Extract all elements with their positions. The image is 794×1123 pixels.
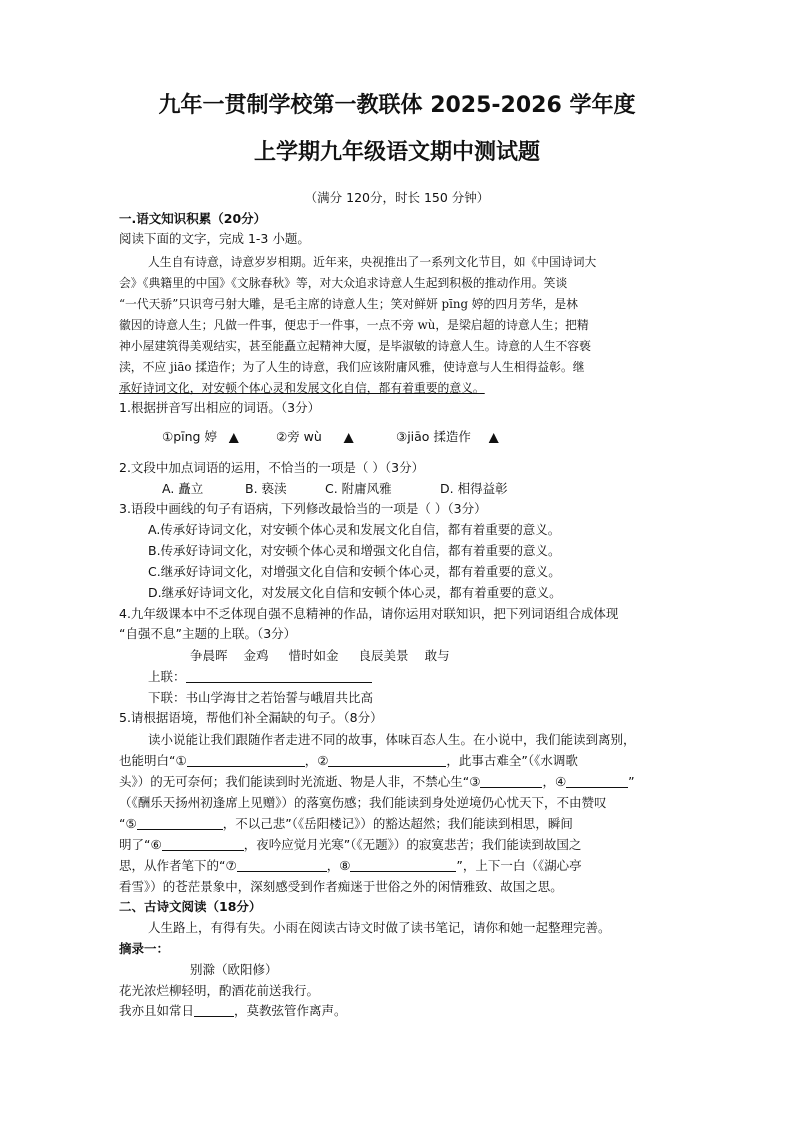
passage-line: “一代天骄”只识弯弓射大雕，是毛主席的诗意人生；笑对鲜妍 pīng 婷的四月芳华，是林 (119, 297, 578, 311)
question-5-stem: 5.请根据语境，帮他们补全漏缺的句子。（8分） (119, 710, 383, 725)
fill-blank-6[interactable] (162, 836, 244, 851)
poem-line: 我亦且如常日 ，莫教弦管作离声。 (119, 1003, 347, 1018)
q4-word: 良辰美景 (358, 648, 409, 663)
upper-couplet-label: 上联： (148, 669, 186, 684)
q1-item-3 (396, 428, 507, 446)
q1-item-label: ①pīng 婷 (162, 429, 217, 444)
poem-line: 花光浓烂柳轻明，酌酒花前送我行。 (119, 983, 320, 998)
passage-line: 渎，不应 jiāo 揉造作；为了人生的诗意，我们应该附庸风雅，使诗意与人生相得益彰。继 (119, 360, 585, 374)
question-3-stem: 3.语段中画线的句子有语病，下列修改最恰当的一项是（ ）（3分） (119, 501, 487, 516)
q4-upper-couplet (148, 668, 372, 686)
question-1-stem: 1.根据拼音写出相应的词语。（3分） (119, 400, 321, 415)
q3-option-c[interactable]: C.继承好诗词文化，对增强文化自信和安顿个体心灵，都有着重要的意义。 (148, 564, 561, 579)
q2-option-c[interactable]: C. 附庸风雅 (325, 481, 392, 496)
q2-option-d[interactable]: D. 相得益彰 (440, 481, 508, 496)
q4-word: 争晨晖 (190, 648, 228, 663)
exam-title-line1: 九年一贯制学校第一教联体 2025-2026 学年度 (158, 93, 636, 118)
passage-underlined-sentence: 承好诗词文化，对安顿个体心灵和发展文化自信，都有着重要的意义。 (119, 381, 485, 395)
q5-paragraph-line: 也能明白“① ，② ，此事古难全”（《水调歌 (119, 753, 578, 768)
q4-word: 金鸡 (243, 648, 269, 663)
q3-option-a[interactable]: A.传承好诗词文化，对安顿个体心灵和发展文化自信，都有着重要的意义。 (148, 522, 561, 537)
q5-paragraph-line: 看雪》）的苍茫景象中，深刻感受到作者痴迷于世俗之外的闲情雅致、故国之思。 (119, 879, 563, 894)
fill-blank-7[interactable] (237, 857, 327, 872)
fill-blank-3[interactable] (480, 773, 542, 788)
q4-lower-couplet: 下联：书山学海甘之若饴誓与峨眉共比高 (148, 690, 374, 705)
passage-line: 神小屋建筑得美观结实，甚至能矗立起精神大厦，是毕淑敏的诗意人生。诗意的人生不容亵 (119, 339, 591, 353)
q5-paragraph-line: 明了“⑥ ，夜吟应觉月光寒”（《无题》）的寂寞悲苦；我们能读到故国之 (119, 837, 582, 852)
q1-item-2 (276, 428, 361, 446)
fill-blank-5[interactable] (137, 815, 223, 830)
passage-line: 徽因的诗意人生；凡做一件事，便忠于一件事，一点不旁 wù，是梁启超的诗意人生；把精 (119, 318, 589, 332)
q2-option-a[interactable]: A. 矗立 (162, 481, 204, 496)
q3-option-d[interactable]: D.继承好诗词文化，对发展文化自信和安顿个体心灵，都有着重要的意义。 (148, 585, 562, 600)
section2-intro: 人生路上，有得有失。小雨在阅读古诗文时做了读书笔记，请你和她一起整理完善。 (148, 920, 611, 935)
section1-heading: 一.语文知识积累（20分） (119, 211, 267, 226)
poem-fill-blank[interactable] (194, 1002, 234, 1017)
q4-word: 敢与 (424, 648, 450, 663)
q5-paragraph-line: 读小说能让我们跟随作者走进不同的故事，体味百态人生。在小说中，我们能读到离别， (148, 732, 636, 747)
fill-blank-4[interactable] (566, 773, 628, 788)
question-2-stem: 2.文段中加点词语的运用，不恰当的一项是（ ）（3分） (119, 460, 425, 475)
answer-blank-marker[interactable]: ▲ (343, 429, 354, 444)
q5-paragraph-line: 思，从作者笔下的“⑦ ，⑧ ”，上下一白（《湖心亭 (119, 858, 582, 873)
q1-item-label: ②旁 wù (276, 429, 322, 444)
q1-item-label: ③jiāo 揉造作 (396, 429, 471, 444)
section2-heading: 二、古诗文阅读（18分） (119, 899, 262, 914)
section1-intro: 阅读下面的文字，完成 1-3 小题。 (119, 231, 310, 246)
exam-title-line2: 上学期九年级语文期中测试题 (253, 140, 540, 165)
exam-meta: （满分 120分，时长 150 分钟） (304, 190, 490, 205)
q4-word: 惜时如金 (288, 648, 339, 663)
q5-paragraph-line: “⑤ ，不以己悲”（《岳阳楼记》）的豁达超然；我们能读到相思，瞬间 (119, 816, 573, 831)
excerpt-label: 摘录一： (119, 941, 170, 956)
upper-couplet-blank[interactable] (186, 668, 372, 683)
question-4-stem-cont: “自强不息”主题的上联。（3分） (119, 626, 297, 641)
q3-option-b[interactable]: B.传承好诗词文化，对安顿个体心灵和增强文化自信，都有着重要的意义。 (148, 543, 561, 558)
passage-line: 会》《典籍里的中国》《文脉春秋》等，对大众追求诗意人生起到积极的推动作用。笑谈 (119, 276, 568, 290)
passage-line: 人生自有诗意，诗意岁岁相期。近年来，央视推出了一系列文化节目，如《中国诗词大 (148, 255, 597, 269)
q5-paragraph-line: 头》）的无可奈何；我们能读到时光流逝、物是人非，不禁心生“③ ，④ ” (119, 774, 635, 789)
fill-blank-8[interactable] (350, 857, 456, 872)
question-4-stem: 4.九年级课本中不乏体现自强不息精神的作品，请你运用对联知识，把下列词语组合成体现 (119, 606, 619, 621)
q4-word-list (190, 647, 450, 665)
q5-paragraph-line: （《酬乐天扬州初逢席上见赠》）的落寞伤感；我们能读到身处逆境仍心忧天下，不由赞叹 (119, 795, 607, 810)
q1-item-1 (162, 428, 247, 446)
answer-blank-marker[interactable]: ▲ (228, 429, 239, 444)
answer-blank-marker[interactable]: ▲ (488, 429, 499, 444)
fill-blank-2[interactable] (328, 752, 446, 767)
fill-blank-1[interactable] (187, 752, 305, 767)
q2-option-b[interactable]: B. 亵渎 (245, 481, 287, 496)
poem-title: 别滁（欧阳修） (190, 962, 278, 977)
